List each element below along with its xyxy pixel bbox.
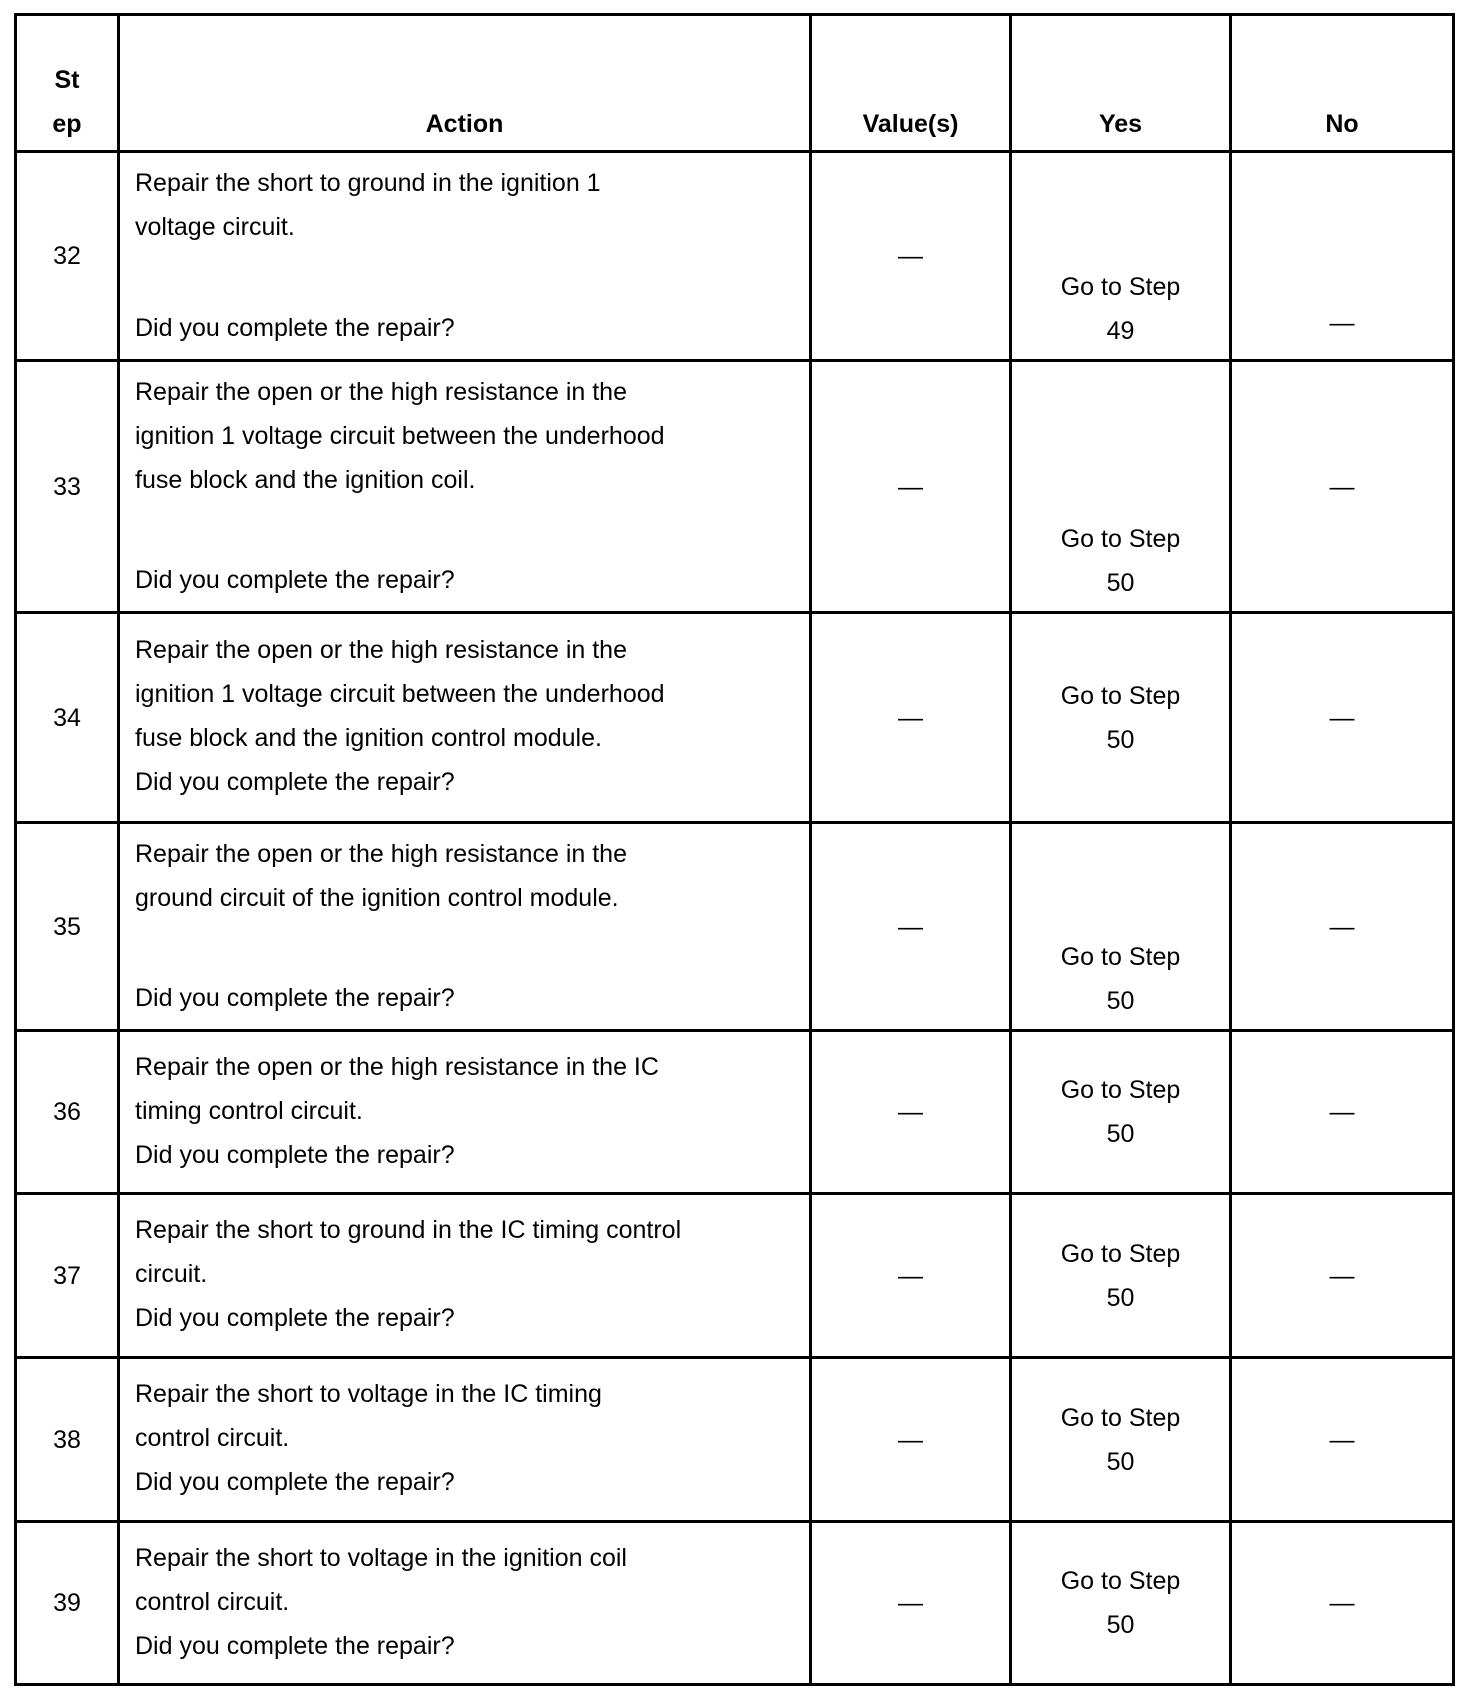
action-cell [119,1358,811,1522]
yes-goto-step: 50 [1106,1283,1135,1312]
value-cell: — [811,823,1011,1031]
action-line: control circuit. [135,1587,290,1616]
no-cell: — [1231,152,1454,361]
action-line: fuse block and the ignition coil. [135,466,476,494]
table-row [16,1358,1454,1522]
table-row [16,1031,1454,1194]
yes-goto-label: Go to Step [1060,273,1181,301]
header-values: Value(s) [811,15,1011,152]
action-line: Repair the open or the high resistance in the [135,636,627,664]
step-number: 33 [16,361,119,613]
header-action: Action [119,15,811,152]
action-line: ignition 1 voltage circuit between the underhood [135,422,665,450]
table-row [16,1522,1454,1685]
value-cell: — [811,1031,1011,1194]
yes-cell [1011,152,1231,361]
step-number: 34 [16,613,119,823]
yes-goto-label: Go to Step [1060,1076,1181,1104]
header-row [16,15,1454,152]
header-yes: Yes [1011,15,1231,152]
action-question: Did you complete the repair? [135,768,455,796]
yes-goto-label: Go to Step [1060,681,1181,710]
step-number: 36 [16,1031,119,1194]
yes-cell [1011,1031,1231,1194]
yes-goto-label: Go to Step [1060,1239,1181,1268]
no-cell: — [1231,361,1454,613]
action-cell [119,1522,811,1685]
action-line: voltage circuit. [135,213,295,241]
action-question: Did you complete the repair? [135,984,455,1012]
value-cell: — [811,361,1011,613]
step-number: 38 [16,1358,119,1522]
table-row [16,361,1454,613]
value-cell: — [811,1522,1011,1685]
action-question: Did you complete the repair? [135,1468,455,1496]
action-cell [119,361,811,613]
action-line: Repair the short to ground in the ignition 1 [135,169,601,197]
step-number: 39 [16,1522,119,1685]
diagnostic-steps-table [14,13,1455,1686]
action-cell [119,1194,811,1358]
step-number: 32 [16,152,119,361]
action-line: ignition 1 voltage circuit between the underhood [135,680,665,708]
header-no: No [1231,15,1454,152]
action-question: Did you complete the repair? [135,566,455,594]
table-row [16,613,1454,823]
step-number: 35 [16,823,119,1031]
action-line: control circuit. [135,1424,290,1452]
action-line: Repair the open or the high resistance in the IC [135,1052,659,1081]
no-cell: — [1231,1031,1454,1194]
action-cell [119,823,811,1031]
yes-goto-label: Go to Step [1060,1567,1181,1595]
header-step [16,15,119,152]
action-question: Did you complete the repair? [135,1140,455,1169]
table-row [16,1194,1454,1358]
yes-goto-step: 50 [1106,725,1135,754]
table-row [16,152,1454,361]
no-cell: — [1231,1358,1454,1522]
yes-goto-label: Go to Step [1060,943,1181,971]
yes-goto-label: Go to Step [1060,1403,1181,1432]
action-line: timing control circuit. [135,1096,363,1125]
value-cell: — [811,152,1011,361]
yes-cell [1011,1358,1231,1522]
header-step-line2: ep [52,110,82,138]
yes-cell [1011,823,1231,1031]
yes-goto-step: 49 [1106,317,1135,345]
action-line: Repair the open or the high resistance in the [135,840,627,868]
yes-goto-step: 50 [1106,569,1135,597]
value-cell: — [811,1194,1011,1358]
action-line: Repair the short to ground in the IC timing control [135,1216,682,1244]
action-question: Did you complete the repair? [135,1304,455,1332]
no-cell: — [1231,823,1454,1031]
action-line: circuit. [135,1260,208,1288]
value-cell: — [811,1358,1011,1522]
action-question: Did you complete the repair? [135,314,455,342]
yes-cell [1011,613,1231,823]
yes-goto-step: 50 [1106,987,1135,1015]
step-number: 37 [16,1194,119,1358]
action-question: Did you complete the repair? [135,1631,455,1660]
action-line: Repair the short to voltage in the ignition coil [135,1543,627,1572]
yes-cell [1011,1194,1231,1358]
action-cell [119,613,811,823]
value-cell: — [811,613,1011,823]
yes-goto-step: 50 [1106,1447,1135,1476]
table-row [16,823,1454,1031]
action-line: Repair the short to voltage in the IC timing [135,1380,602,1408]
no-cell: — [1231,613,1454,823]
no-cell: — [1231,1194,1454,1358]
action-line: fuse block and the ignition control module. [135,724,602,752]
action-line: Repair the open or the high resistance in the [135,378,627,406]
yes-goto-label: Go to Step [1060,525,1181,553]
header-step-line1: St [54,66,80,94]
action-cell [119,152,811,361]
action-line: ground circuit of the ignition control module. [135,884,619,912]
yes-goto-step: 50 [1106,1120,1135,1148]
yes-goto-step: 50 [1106,1611,1135,1639]
no-cell: — [1231,1522,1454,1685]
action-cell [119,1031,811,1194]
yes-cell [1011,1522,1231,1685]
yes-cell [1011,361,1231,613]
